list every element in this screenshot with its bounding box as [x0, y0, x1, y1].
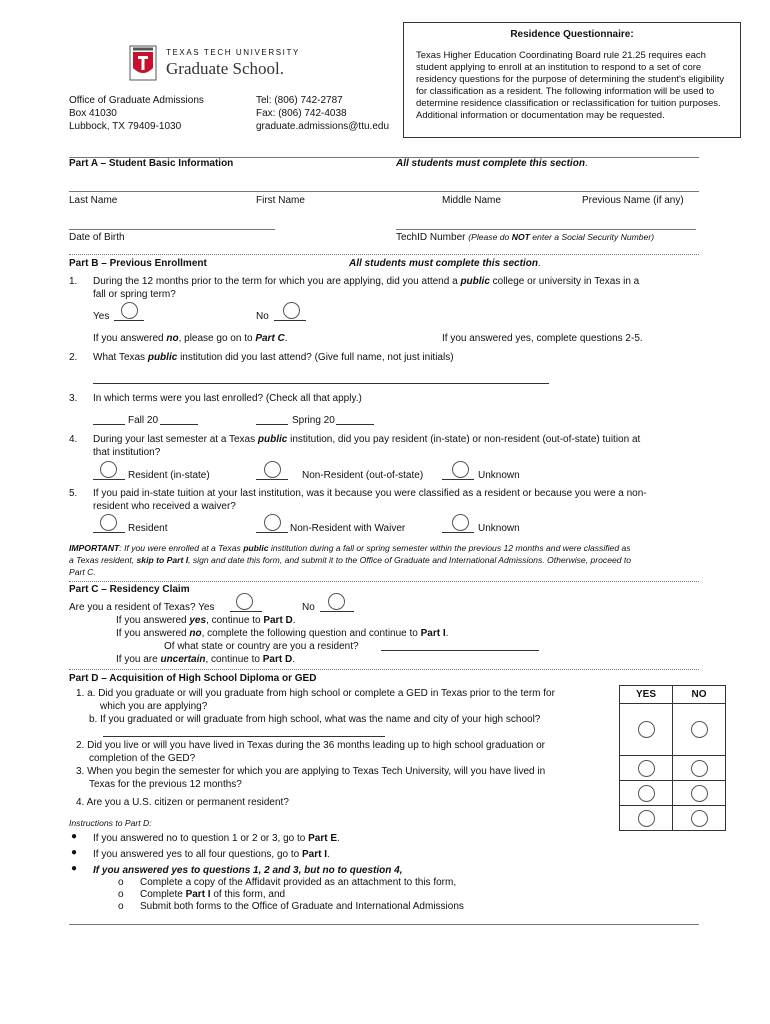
yes-no-table	[619, 685, 726, 831]
q4-public: public	[257, 434, 288, 445]
d-q3-no-radio[interactable]	[691, 785, 708, 802]
q1-text-b: college or university in Texas in a	[489, 276, 640, 287]
circle-bullet-icon: o	[118, 889, 124, 900]
q1-number: 1.	[69, 276, 78, 287]
spring-check-line[interactable]	[256, 415, 288, 425]
imp-1: : If you were enrolled at a Texas	[119, 543, 244, 553]
bullet-icon: ●	[71, 831, 78, 842]
imp-public: public	[243, 543, 269, 553]
office-box: Box 41030	[69, 108, 117, 119]
q1-no-e: .	[284, 333, 288, 344]
c-l2-a: If you answered	[116, 628, 190, 639]
q5-opt2: Non-Resident with Waiver	[290, 523, 406, 534]
office-city: Lubbock, TX 79409-1030	[69, 121, 182, 132]
q5-text-a: If you paid in-state tuition at your last institution, was it because you were classified as a resident or because you were a non-	[93, 488, 647, 499]
d-bullet3: If you answered yes to questions 1, 2 and 3, but no to question 4,	[93, 865, 403, 876]
c-l1-b: yes	[189, 615, 207, 626]
d-q1b: b. If you graduated or will graduate from high school, what was the name and city of your high school?	[89, 714, 541, 725]
q4-unknown-radio[interactable]	[452, 461, 469, 478]
c-l1-e: .	[292, 615, 296, 626]
q4-text	[93, 434, 640, 445]
q2-text	[93, 352, 454, 363]
part-c-no-label: No	[302, 602, 315, 613]
d-q2-yes-radio[interactable]	[638, 760, 655, 777]
c-l4-e: .	[292, 654, 295, 665]
q1-no-instruction	[93, 333, 288, 344]
d-q4: 4. Are you a U.S. citizen or permanent resident?	[76, 797, 289, 808]
d-b2-c: .	[327, 849, 330, 860]
techid-note-b: enter a Social Security Number)	[529, 232, 655, 242]
d-sub2	[140, 889, 285, 900]
c-l4-c: , continue to	[205, 654, 263, 665]
fall-label: Fall 20	[128, 415, 159, 426]
part-a-title: Part A – Student Basic Information	[69, 158, 234, 169]
part-b-note	[349, 258, 541, 269]
d-s2-b: Part I	[185, 889, 211, 900]
d-q1-yes-radio[interactable]	[638, 721, 655, 738]
d-b1-b: Part E	[308, 833, 338, 844]
no-header: NO	[673, 686, 726, 704]
q4-resident-radio[interactable]	[100, 461, 117, 478]
university-logo	[128, 44, 328, 90]
techid-label	[396, 232, 654, 243]
q5-text-b: resident who received a waiver?	[93, 501, 236, 512]
d-q2-b: completion of the GED?	[89, 753, 196, 764]
q1-text-a: During the 12 months prior to the term for which you are applying, did you attend a	[93, 276, 461, 287]
part-a-note-main: All students must complete this section	[396, 158, 585, 169]
q1-yes-instruction: If you answered yes, complete questions 2-5.	[442, 333, 643, 344]
previous-name-label: Previous Name (if any)	[582, 195, 684, 206]
q1-no-radio[interactable]	[283, 302, 300, 319]
fall-year-line[interactable]	[160, 415, 198, 425]
office-name: Office of Graduate Admissions	[69, 95, 204, 106]
part-b-title: Part B – Previous Enrollment	[69, 258, 207, 269]
part-c-line2	[116, 628, 448, 639]
c-l1-a: If you answered	[116, 615, 190, 626]
d-q2-a: 2. Did you live or will you have lived in Texas during the 36 months leading up to high school graduation or	[76, 740, 545, 751]
part-c-line3: Of what state or country are you a resident?	[164, 641, 359, 652]
resident-state-line[interactable]	[381, 641, 539, 651]
dob-label: Date of Birth	[69, 232, 125, 243]
q4-opt2: Non-Resident (out-of-state)	[302, 470, 424, 481]
techid-note-a: (Please do	[468, 232, 512, 242]
spring-year-line[interactable]	[336, 415, 374, 425]
c-l2-b: no	[189, 628, 202, 639]
q2-text-a: What Texas	[93, 352, 148, 363]
imp-5: Part C.	[69, 567, 96, 577]
q3-number: 3.	[69, 393, 78, 404]
d-sub3: Submit both forms to the Office of Graduate and International Admissions	[140, 901, 464, 912]
q1-no-a: If you answered	[93, 333, 167, 344]
q4-text-c: that institution?	[93, 447, 161, 458]
d-b1-c: .	[337, 833, 340, 844]
d-q1a-b: which you are applying?	[100, 701, 208, 712]
part-c-yes-radio[interactable]	[236, 593, 253, 610]
d-q4-yes-radio[interactable]	[638, 810, 655, 827]
name-line[interactable]	[69, 191, 699, 192]
office-email[interactable]: graduate.admissions@ttu.edu	[256, 121, 390, 132]
c-l2-d: Part I	[420, 628, 446, 639]
q1-yes-radio[interactable]	[121, 302, 138, 319]
last-name-label: Last Name	[69, 195, 118, 206]
part-d-instructions: Instructions to Part D:	[69, 818, 152, 828]
school-name: Graduate School.	[166, 59, 285, 78]
q5-number: 5.	[69, 488, 78, 499]
tech-seal-icon	[128, 44, 160, 84]
c-l4-d: Part D	[262, 654, 293, 665]
d-b2-b: Part I	[302, 849, 328, 860]
q5-opt1: Resident	[128, 523, 168, 534]
q5-opt3: Unknown	[478, 523, 520, 534]
part-c-no-radio[interactable]	[328, 593, 345, 610]
yes-header: YES	[620, 686, 673, 704]
q2-public: public	[147, 352, 178, 363]
part-b-note-end: .	[537, 258, 541, 269]
d-q3-yes-radio[interactable]	[638, 785, 655, 802]
important-note	[69, 542, 631, 578]
d-q1a-a: 1. a. Did you graduate or will you graduate from high school or complete a GED in Texas prior to the term for	[76, 688, 555, 699]
imp-3: a Texas resident,	[69, 555, 137, 565]
d-b1-a: If you answered no to question 1 or 2 or 3, go to	[93, 833, 309, 844]
residence-info-box	[403, 22, 741, 138]
q4-number: 4.	[69, 434, 78, 445]
q1-no-b: no	[166, 333, 179, 344]
q4-nonresident-radio[interactable]	[264, 461, 281, 478]
high-school-line[interactable]	[103, 736, 385, 737]
d-q1-no-radio[interactable]	[691, 721, 708, 738]
d-q4-no-radio[interactable]	[691, 810, 708, 827]
important-label: IMPORTANT	[69, 543, 120, 553]
q4-opt3: Unknown	[478, 470, 520, 481]
d-q2-no-radio[interactable]	[691, 760, 708, 777]
q1-text	[93, 276, 639, 287]
q2-text-b: institution did you last attend? (Give full name, not just initials)	[177, 352, 454, 363]
q3-text: In which terms were you last enrolled? (Check all that apply.)	[93, 393, 362, 404]
q4-text-a: During your last semester at a Texas	[93, 434, 258, 445]
part-c-line1	[116, 615, 296, 626]
d-q3-a: 3. When you begin the semester for which you are applying to Texas Tech University, will you have lived in	[76, 766, 546, 777]
circle-bullet-icon: o	[118, 901, 124, 912]
d-sub1: Complete a copy of the Affidavit provided as an attachment to this form,	[140, 877, 457, 888]
d-bullet1	[93, 833, 340, 844]
techid-note-not: NOT	[511, 232, 530, 242]
part-c-question: Are you a resident of Texas? Yes	[69, 602, 215, 613]
part-c-title: Part C – Residency Claim	[69, 584, 190, 595]
q1-no-label: No	[256, 311, 269, 322]
imp-skip: skip to Part I	[136, 555, 189, 565]
residence-box-title: Residence Questionnaire:	[510, 29, 634, 40]
c-l1-c: , continue to	[206, 615, 264, 626]
q1-yes-label: Yes	[93, 311, 110, 322]
techid-line[interactable]	[396, 229, 696, 230]
d-s2-c: of this form, and	[210, 889, 286, 900]
office-fax: Fax: (806) 742-4038	[256, 108, 347, 119]
middle-name-label: Middle Name	[442, 195, 501, 206]
c-l2-c: , complete the following question and continue to	[201, 628, 421, 639]
c-l1-d: Part D	[263, 615, 293, 626]
techid-text: TechID Number	[396, 232, 466, 243]
university-name: TEXAS TECH UNIVERSITY	[166, 48, 300, 57]
part-b-note-main: All students must complete this section	[349, 258, 538, 269]
q5-waiver-radio[interactable]	[264, 514, 281, 531]
imp-2: institution during a fall or spring semester within the previous 12 months and were classified as	[268, 543, 631, 553]
q4-opt1: Resident (in-state)	[128, 470, 210, 481]
q5-resident-radio[interactable]	[100, 514, 117, 531]
part-a-note	[396, 158, 588, 169]
d-s2-a: Complete	[140, 889, 186, 900]
q2-number: 2.	[69, 352, 78, 363]
c-l4-b: uncertain	[160, 654, 206, 665]
part-d-title: Part D – Acquisition of High School Diploma or GED	[69, 673, 317, 684]
imp-4: , sign and date this form, and submit it to the Office of Graduate and International Admissions. Otherwise, proceed to	[188, 555, 632, 565]
q4-text-b: institution, did you pay resident (in-state) or non-resident (out-of-state) tuition at	[287, 434, 641, 445]
bullet-icon: ●	[71, 863, 78, 874]
part-a-note-end: .	[584, 158, 588, 169]
residence-box-text: Texas Higher Education Coordinating Board rule 21.25 requires each student applying to enroll at an institution to respond to a set of core residency questions for the purpose of determining the student's eligibility for classification as a resident. The following information will be used to determine residence classification or reclassification for tuition purposes. Additional information or documentation may be requested.	[416, 50, 725, 121]
q5-unknown-radio[interactable]	[452, 514, 469, 531]
office-tel: Tel: (806) 742-2787	[256, 95, 343, 106]
c-l2-e: .	[445, 628, 449, 639]
fall-check-line[interactable]	[93, 415, 125, 425]
first-name-label: First Name	[256, 195, 305, 206]
q1-no-d: Part C	[255, 333, 285, 344]
c-l4-a: If you are	[116, 654, 161, 665]
dob-line[interactable]	[69, 229, 275, 230]
d-q3-b: Texas for the previous 12 months?	[89, 779, 242, 790]
circle-bullet-icon: o	[118, 877, 124, 888]
q1-text-c: fall or spring term?	[93, 289, 176, 300]
d-bullet2	[93, 849, 330, 860]
q2-answer-line[interactable]	[93, 383, 549, 384]
q1-public: public	[460, 276, 490, 287]
spring-label: Spring 20	[292, 415, 335, 426]
q1-no-c: , please go on to	[178, 333, 256, 344]
part-c-line4	[116, 654, 295, 665]
bullet-icon: ●	[71, 847, 78, 858]
d-b2-a: If you answered yes to all four questions, go to	[93, 849, 303, 860]
